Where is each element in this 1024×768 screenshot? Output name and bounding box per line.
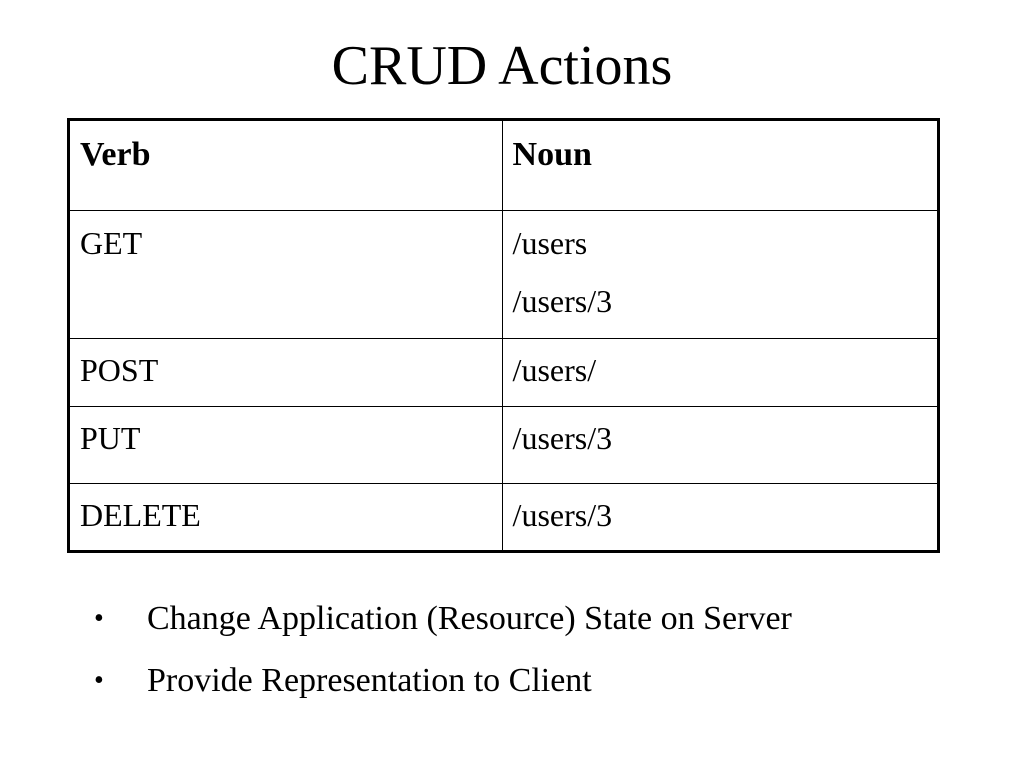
table-header-row [69,120,939,211]
noun-cell [502,407,938,484]
verb-cell: POST [69,339,503,407]
slide-title: CRUD Actions [331,35,673,97]
noun-value: /users/3 [512,497,613,533]
bullet-icon: • [94,603,104,634]
bullet-icon: • [94,665,104,696]
table-row [69,339,939,407]
table-row [69,484,939,552]
bullet-list [90,596,792,720]
crud-table [67,118,940,553]
noun-cell [502,339,938,407]
noun-value: /users/3 [512,283,613,319]
verb-cell: GET [69,211,503,339]
noun-value: /users/3 [512,420,613,456]
noun-value: /users [512,225,588,261]
table-row [69,211,939,339]
header-verb: Verb [69,120,503,211]
bullet-text: Change Application (Resource) State on Server [147,600,792,637]
bullet-text: Provide Representation to Client [147,662,592,699]
verb-cell: PUT [69,407,503,484]
noun-cell [502,484,938,552]
header-noun: Noun [502,120,938,211]
bullet-item [90,596,792,642]
noun-value: /users/ [512,352,597,388]
bullet-item [90,658,792,704]
verb-cell: DELETE [69,484,503,552]
table-row [69,407,939,484]
noun-cell [502,211,938,339]
